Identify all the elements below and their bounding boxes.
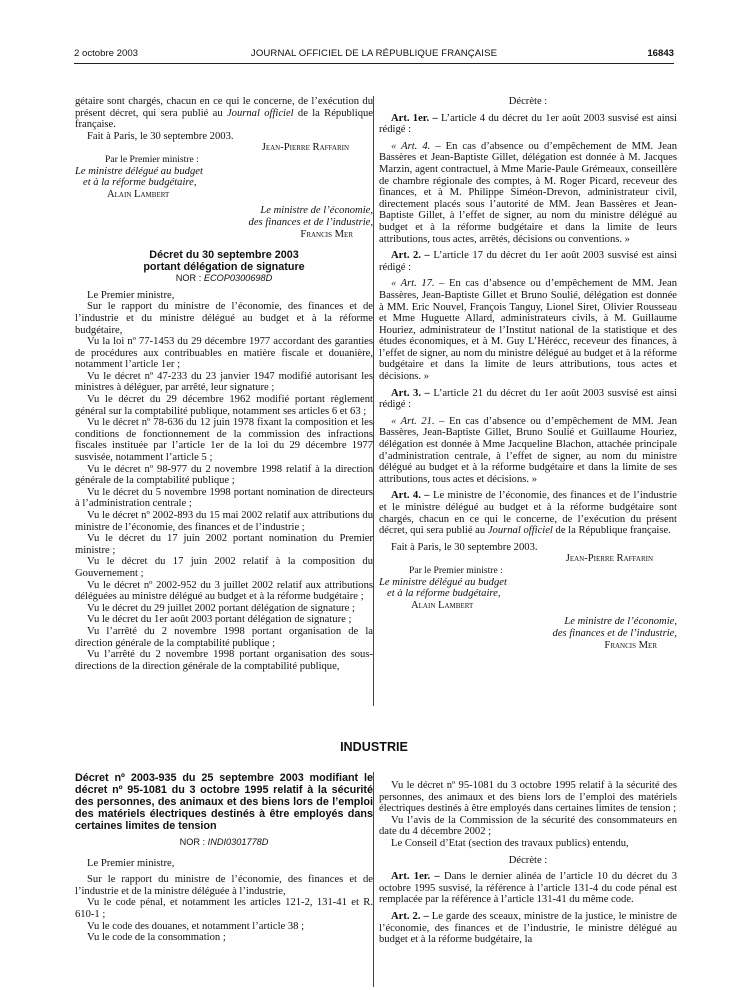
header-date: 2 octobre 2003 [74, 48, 139, 59]
fait-line: Fait à Paris, le 30 septembre 2003. [391, 541, 538, 553]
visa-paragraph: Vu le décret du 17 juin 2002 portant nomination du Premier ministre ; [75, 533, 373, 556]
visa-paragraph: Vu le décret du 29 juillet 2002 portant délégation de signature ; [87, 602, 355, 614]
visa-paragraph: Vu le code de la consommation ; [87, 932, 226, 944]
article-2: Art. 2. – Le garde des sceaux, ministre de la justice, le ministre de l’économie, des finances et de l’industrie, le ministre délégué au budget et à la réforme budgétaire, la [379, 910, 677, 946]
header-rule [74, 63, 674, 64]
signature-raffarin: Jean-Pierre Raffarin [565, 553, 653, 565]
article-3-quote: « Art. 21. – En cas d’absence ou d’empêchement de MM. Jean Bassères, Jean-Baptiste Gillet, Bruno Soulié et Guillaume Houriez, délégation est donnée à Mme Jacqueline Blachon, attachée principale d’administration centrale, à l’effet de signer, au nom du ministre délégué au budget et à la réforme budgétaire et dans la limite de ses attributions, tous actes et décisions. » [379, 415, 678, 485]
visa-paragraph: Vu le décret du 5 novembre 1998 portant nomination de directeurs à l’administration centrale ; [75, 486, 373, 510]
article-2: Art. 2. – L’article 17 du décret du 1er août 2003 susvisé est ainsi rédigé : [379, 250, 677, 273]
signature-raffarin: Jean-Pierre Raffarin [261, 142, 349, 154]
minister-budget-line1: Le ministre délégué au budget [75, 165, 203, 177]
header-page-number: 16843 [647, 48, 674, 59]
article-2-quote: « Art. 17. – En cas d’absence ou d’empêchement de MM. Jean Bassères, Jean-Baptiste Gillet et Bruno Soulié, délégation est donnée à MM. Eric Nouvel, François Tanguy, Lionel Siret, Olivier Rousseau et Mme Huguette Allard, administrateurs civils, à M. Guillaume Houriez, administrateur de l’Institut national de la statistique et des études économiques, et à M. Guy L’Hérécc, receveur des finances, à l’effet de signer, au nom du ministre délégué au budget et à la réforme budgétaire et dans la limite de leurs attributions, tous actes et décisions. » [379, 278, 678, 383]
visa-paragraph: Vu le décret du 17 juin 2002 relatif à la composition du Gouvernement ; [75, 556, 373, 579]
minister-economie-line1: Le ministre de l’économie, [260, 205, 373, 217]
visa-paragraph: Vu le décret nº 2002-893 du 15 mai 2002 relatif aux attributions du ministre de l’économie, des finances et de l’industrie ; [75, 510, 373, 533]
lower-left-column [75, 772, 373, 944]
minister-economie-line2: des finances et de l’industrie, [248, 216, 373, 228]
signature-mer: Francis Mer [300, 228, 353, 240]
visa-paragraph: Vu le décret nº 95-1081 du 3 octobre 1995 relatif à la sécurité des personnes, des animaux et des biens lors de l’emploi des matériels électriques destinés à être employés dans certaines limites de tension ; [379, 780, 677, 815]
minister-budget-line2: et à la réforme budgétaire, [83, 177, 197, 189]
column-separator-upper [373, 96, 374, 706]
decree-title-line2: portant délégation de signature [143, 261, 305, 274]
closing-paragraph: gétaire sont chargés, chacun en ce qui le concerne, de l’exécution du présent décret, qui sera publié au Journal officiel de la République française. [75, 96, 373, 131]
visa-list [75, 858, 373, 944]
visa-paragraph: Vu le code des douanes, et notamment l’article 38 ; [87, 920, 305, 932]
lower-right-column [379, 780, 677, 946]
section-title-industrie: INDUSTRIE [340, 740, 408, 754]
minister-economie-line1: Le ministre de l’économie, [564, 616, 677, 628]
visa-paragraph: Vu le code pénal, et notamment les articles 121-2, 131-41 et R. 610-1 ; [75, 897, 373, 920]
visa-paragraph: Le Premier ministre, [87, 289, 175, 301]
visa-paragraph: Vu la loi nº 77-1453 du 29 décembre 1977 accordant des garanties de procédures aux contribuables en matière fiscale et douanière, notamment l’article 1er ; [75, 336, 373, 371]
nor-reference: NOR : ECOP0300698D [175, 273, 273, 284]
article-1: Art. 1er. – L’article 4 du décret du 1er août 2003 susvisé est ainsi rédigé : [379, 112, 677, 136]
article-1: Art. 1er. – Dans le dernier alinéa de l’article 10 du décret du 3 octobre 1995 susvisé, la référence à l’article 131-4 du code pénal est remplacée par la référence à l’article 131-41 du même code. [379, 871, 677, 906]
header-journal-title: JOURNAL OFFICIEL DE LA RÉPUBLIQUE FRANÇAISE [250, 48, 498, 59]
visa-paragraph: Vu le décret nº 78-636 du 12 juin 1978 fixant la composition et les conditions de fonctionnement de la commission des infractions fiscales instituée par l’article 1er de la loi du 29 décembre 1977 susvisée, notamment l’article 5 ; [75, 417, 373, 464]
signature-mer: Francis Mer [604, 639, 657, 651]
fait-line: Fait à Paris, le 30 septembre 2003. [87, 130, 234, 142]
upper-left-column [75, 96, 373, 672]
visa-paragraph: Sur le rapport du ministre de l’économie, des finances et de l’industrie et du ministre délégué au budget et à la réforme budgétaire, [75, 301, 373, 336]
par-premier-ministre: Par le Premier ministre : [105, 153, 199, 165]
article-1-quote: « Art. 4. – En cas d’absence ou d’empêchement de MM. Jean Bassères et Jean-Baptiste Gillet, délégation est donnée à M. Jacques Marzin, agent contractuel, à Mme Marie-Paule Grémeaux, conseillère de chambre régionale des comptes, à M. Roger Picard, receveur des finances, et à M. Philippe Siméon-Drevon, administrateur civil, directement placés sous l’autorité de MM. Jean Bassères et Jean-Baptiste Gillet, à l’effet de signer, au nom du ministre délégué au budget et à la réforme budgétaire et dans la limite de leurs attributions, tous actes, arrêtés, décisions ou conventions. » [379, 140, 677, 245]
page-header [74, 48, 674, 62]
visa-paragraph: Le Conseil d’Etat (section des travaux publics) entendu, [391, 837, 629, 849]
minister-budget-line2: et à la réforme budgétaire, [387, 588, 501, 600]
nor-reference: NOR : INDI0301778D [179, 837, 269, 847]
upper-right-column [379, 96, 677, 651]
visa-paragraph: Vu l’arrêté du 2 novembre 1998 portant organisation des sous-directions de la direction générale de la comptabilité publique, [75, 649, 373, 672]
industrie-decree-title: Décret nº 2003-935 du 25 septembre 2003 modifiant le décret nº 95-1081 du 3 octobre 1995 relatif à la sécurité des personnes, des animaux et des biens lors de l’emploi des matériels électriques destinés à être employés dans certaines limites de tension [75, 772, 373, 832]
minister-budget-line1: Le ministre délégué au budget [379, 576, 507, 588]
visa-paragraph: Vu le décret nº 47-233 du 23 janvier 1947 modifié autorisant les ministres à déléguer, par arrêté, leur signature ; [75, 370, 373, 394]
spacer [75, 849, 373, 858]
decrete-label: Décrète : [508, 96, 548, 107]
article-3: Art. 3. – L’article 21 du décret du 1er août 2003 susvisé est ainsi rédigé : [379, 387, 677, 411]
decrete-label: Décrète : [508, 854, 548, 866]
visa-paragraph: Sur le rapport du ministre de l’économie, des finances et de l’industrie et de la ministre déléguée à l’industrie, [75, 874, 373, 897]
visa-paragraph: Vu le décret du 1er août 2003 portant délégation de signature ; [87, 614, 352, 626]
visa-paragraph: Le Premier ministre, [87, 857, 175, 869]
visa-paragraph: Vu le décret du 29 décembre 1962 modifié portant règlement général sur la comptabilité publique, notamment ses articles 6 et 63 ; [75, 394, 373, 417]
article-4: Art. 4. – Le ministre de l’économie, des finances et de l’industrie et le ministre délégué au budget et à la réforme budgétaire sont chargés, chacun en ce qui le concerne, de l’exécution du présent décret, qui sera publié au Journal officiel de la République française. [379, 490, 677, 537]
column-separator-lower [373, 772, 374, 987]
visa-list [75, 290, 373, 673]
visa-paragraph: Vu le décret nº 2002-952 du 3 juillet 2002 relatif aux attributions déléguées au ministre délégué au budget et à la réforme budgétaire ; [75, 579, 373, 603]
visa-paragraph: Vu l’arrêté du 2 novembre 1998 portant organisation de la direction générale de la comptabilité publique ; [75, 625, 373, 649]
signature-lambert: Alain Lambert [107, 188, 170, 200]
visa-list [379, 780, 677, 850]
visa-paragraph: Vu l’avis de la Commission de la sécurité des consommateurs en date du 4 décembre 2002 ; [379, 814, 677, 838]
decree-title-line1: Décret du 30 septembre 2003 [149, 249, 299, 262]
signature-lambert: Alain Lambert [411, 599, 474, 611]
minister-economie-line2: des finances et de l’industrie, [552, 627, 677, 639]
visa-paragraph: Vu le décret nº 98-977 du 2 novembre 1998 relatif à la direction générale de la comptabilité publique ; [75, 463, 373, 487]
spacer [75, 240, 373, 249]
par-premier-ministre: Par le Premier ministre : [409, 564, 503, 576]
